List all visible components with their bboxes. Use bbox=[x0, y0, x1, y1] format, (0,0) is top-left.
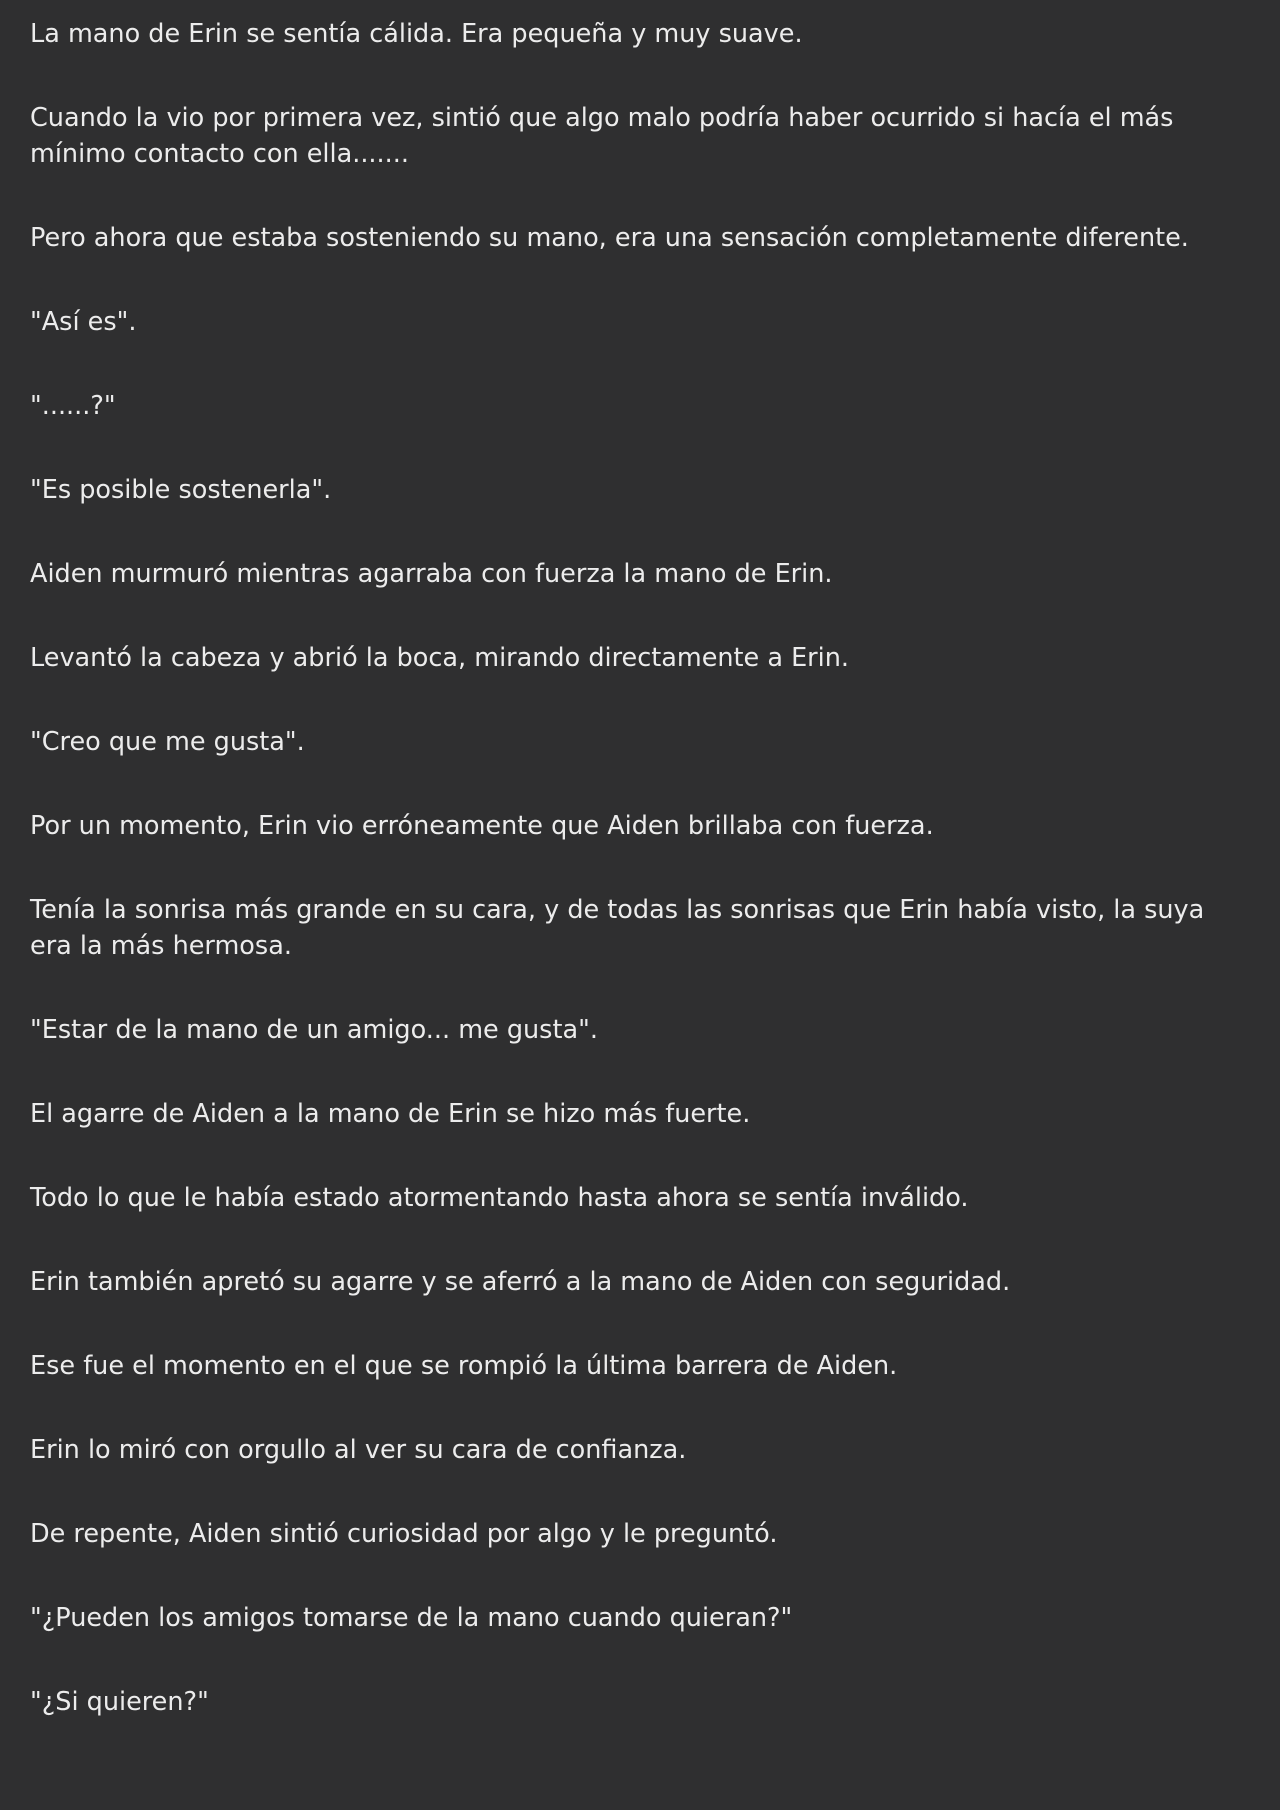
paragraph: De repente, Aiden sintió curiosidad por algo y le preguntó. bbox=[30, 1519, 778, 1549]
paragraph: Por un momento, Erin vio erróneamente que Aiden brillaba con fuerza. bbox=[30, 811, 934, 841]
paragraph: "......?" bbox=[30, 391, 116, 421]
paragraph: "¿Si quieren?" bbox=[30, 1687, 209, 1717]
paragraph: "Estar de la mano de un amigo... me gusta". bbox=[30, 1015, 598, 1045]
paragraph: "Creo que me gusta". bbox=[30, 727, 305, 757]
paragraph: Cuando la vio por primera vez, sintió que algo malo podría haber ocurrido si hacía el más mínimo contacto con ella....... bbox=[30, 103, 1174, 169]
paragraph: Pero ahora que estaba sosteniendo su mano, era una sensación completamente diferente. bbox=[30, 223, 1189, 253]
paragraph: Aiden murmuró mientras agarraba con fuerza la mano de Erin. bbox=[30, 559, 833, 589]
paragraph: Erin también apretó su agarre y se aferró a la mano de Aiden con seguridad. bbox=[30, 1267, 1011, 1297]
paragraph: Todo lo que le había estado atormentando hasta ahora se sentía inválido. bbox=[30, 1183, 969, 1213]
paragraph: Erin lo miró con orgullo al ver su cara de confianza. bbox=[30, 1435, 687, 1465]
paragraph: "¿Pueden los amigos tomarse de la mano cuando quieran?" bbox=[30, 1603, 793, 1633]
paragraph: Ese fue el momento en el que se rompió la última barrera de Aiden. bbox=[30, 1351, 898, 1381]
paragraph: Levantó la cabeza y abrió la boca, mirando directamente a Erin. bbox=[30, 643, 850, 673]
paragraph: "Así es". bbox=[30, 307, 137, 337]
paragraph: La mano de Erin se sentía cálida. Era pequeña y muy suave. bbox=[30, 19, 803, 49]
paragraph: Tenía la sonrisa más grande en su cara, y de todas las sonrisas que Erin había visto, la suya era la más hermosa. bbox=[30, 895, 1205, 961]
paragraph: El agarre de Aiden a la mano de Erin se hizo más fuerte. bbox=[30, 1099, 751, 1129]
paragraph: "Es posible sostenerla". bbox=[30, 475, 332, 505]
